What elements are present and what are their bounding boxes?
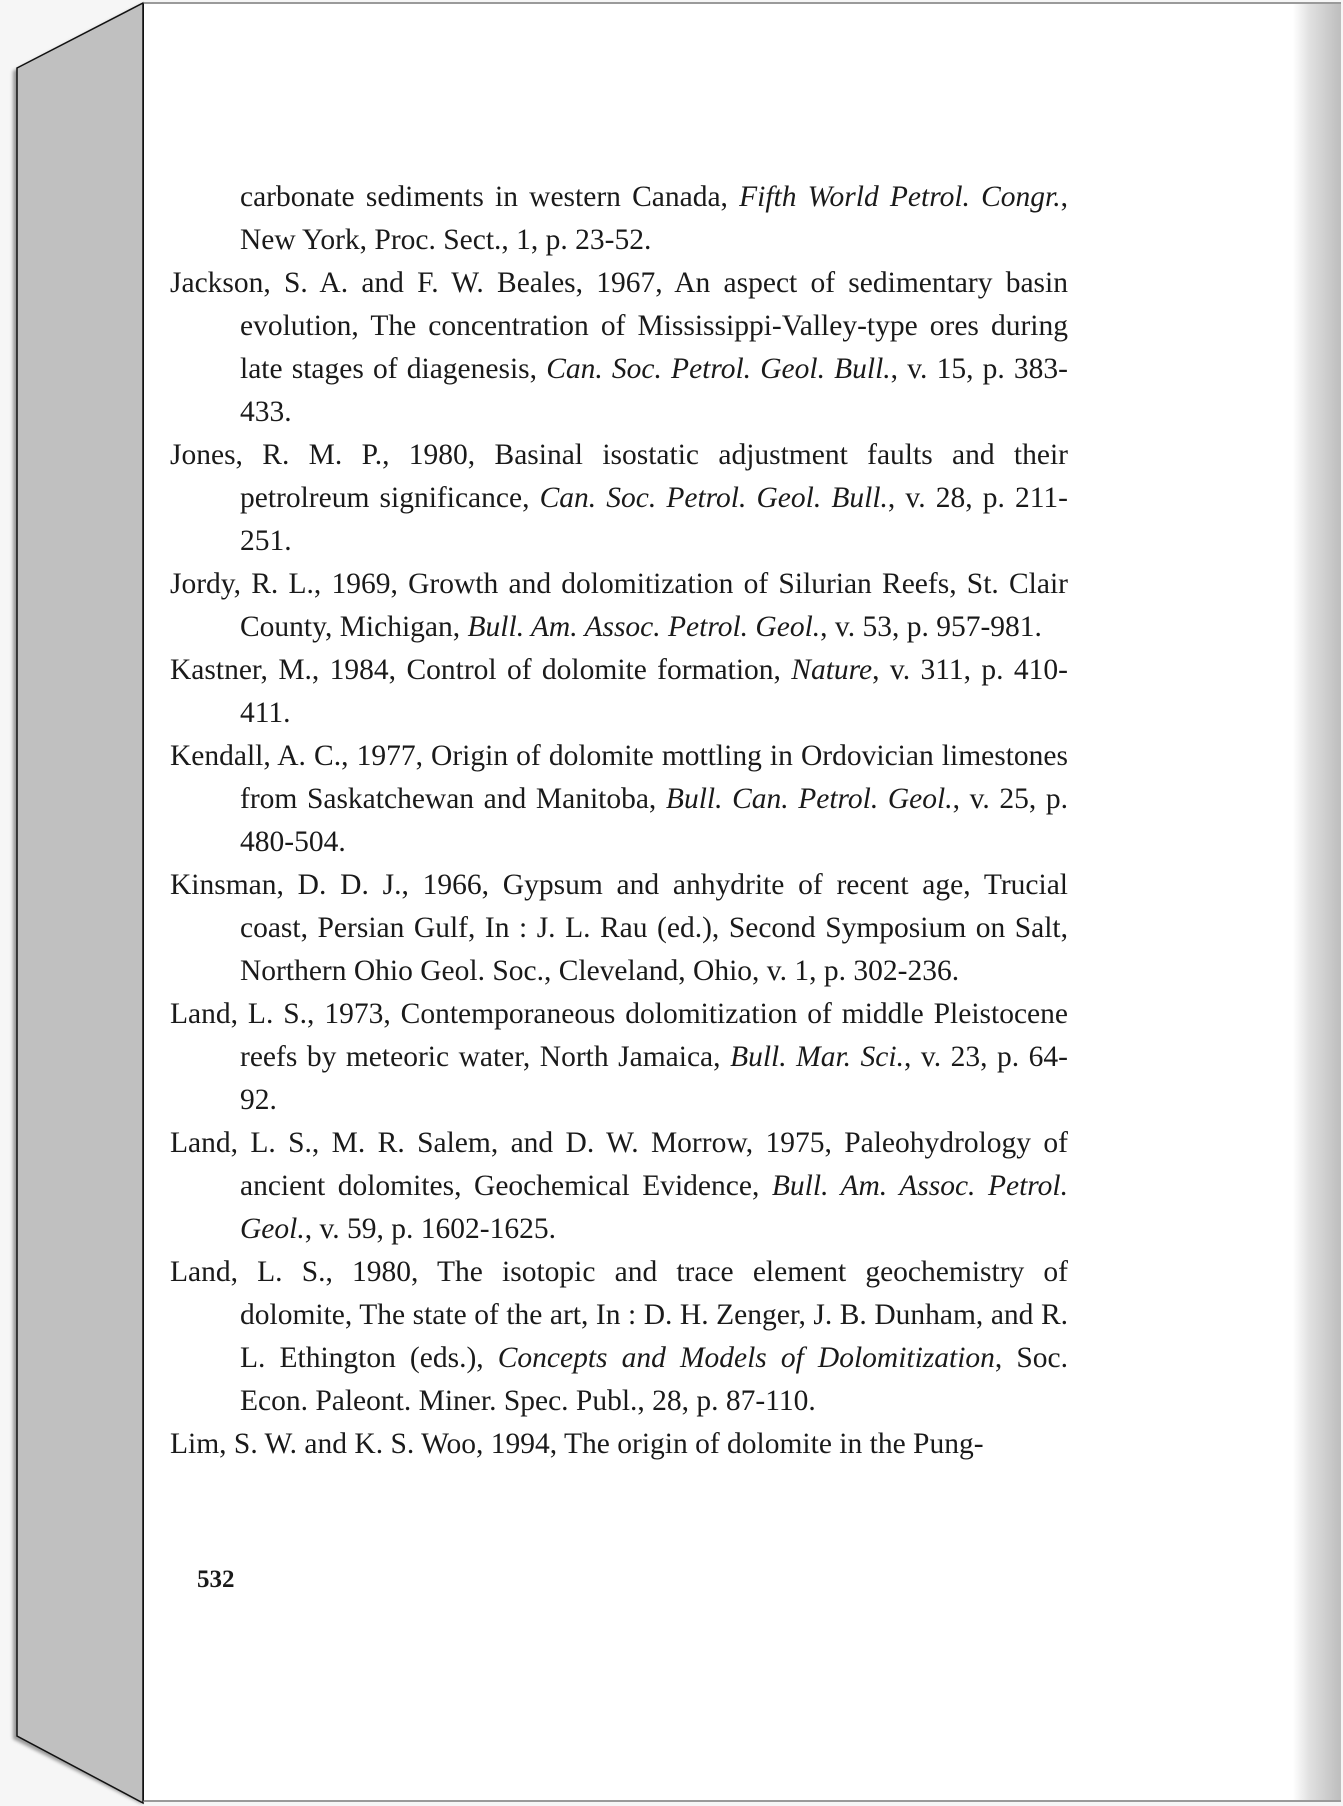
reference-entry [170, 1122, 1068, 1251]
reference-entry [170, 735, 1068, 864]
reference-entry [170, 649, 1068, 735]
reference-text: , New York, Proc. Sect., 1, p. 23-52. [240, 181, 1068, 256]
reference-text: Land, L. S., 1980, The isotopic and trace element geochemistry of dolomite, The state of the art, In : D. H. Zenger, J. B. Dunham, and R. L. Ethington (eds.), [170, 1256, 1068, 1374]
journal-title: Can. Soc. Petrol. Geol. Bull. [539, 482, 888, 514]
journal-title: Bull. Am. Assoc. Petrol. Geol. [467, 611, 821, 643]
reference-text: Lim, S. W. and K. S. Woo, 1994, The origin of dolomite in the Pung- [170, 1428, 984, 1460]
reference-text: , v. 23, p. 64-92. [240, 1041, 1068, 1116]
journal-title: Concepts and Models of Dolomitization [497, 1342, 995, 1374]
journal-title: Fifth World Petrol. Congr. [739, 181, 1061, 213]
journal-title: Nature [791, 654, 873, 686]
reference-entry [170, 864, 1068, 993]
reference-text: , v. 28, p. 211-251. [240, 482, 1068, 557]
journal-title: Bull. Can. Petrol. Geol. [665, 783, 953, 815]
reference-list [170, 176, 1068, 1466]
reference-text: Land, L. S., M. R. Salem, and D. W. Morrow, 1975, Paleohydrology of ancient dolomites, Geochemical Evidence, [170, 1127, 1068, 1202]
reference-text: , v. 25, p. 480-504. [240, 783, 1068, 858]
reference-text: , v. 53, p. 957-981. [820, 611, 1042, 643]
journal-title: Can. Soc. Petrol. Geol. Bull. [546, 353, 891, 385]
reference-text: , Soc. Econ. Paleont. Miner. Spec. Publ., 28, p. 87-110. [240, 1342, 1069, 1417]
reference-entry [170, 434, 1068, 563]
reference-entry [170, 1423, 1068, 1466]
reference-entry [170, 563, 1068, 649]
reference-entry [170, 262, 1068, 434]
reference-entry-continued [170, 176, 1068, 262]
journal-title: Bull. Mar. Sci. [730, 1041, 904, 1073]
reference-text: Land, L. S., 1973, Contemporaneous dolomitization of middle Pleistocene reefs by meteoric water, North Jamaica, [170, 998, 1068, 1073]
reference-text: , v. 15, p. 383-433. [240, 353, 1068, 428]
reference-text: Kendall, A. C., 1977, Origin of dolomite mottling in Ordovician limestones from Saskatchewan and Manitoba, [170, 740, 1068, 815]
reference-text: , v. 59, p. 1602-1625. [304, 1213, 557, 1245]
reference-text: Kastner, M., 1984, Control of dolomite formation, [170, 654, 792, 686]
reference-text: , v. 311, p. 410-411. [240, 654, 1068, 729]
journal-title: Bull. Am. Assoc. Petrol. Geol. [240, 1170, 1068, 1245]
reference-text: Jones, R. M. P., 1980, Basinal isostatic adjustment faults and their petrolreum significance, [170, 439, 1068, 514]
reference-entry [170, 1251, 1068, 1423]
book-spine [0, 0, 145, 1806]
reference-entry [170, 993, 1068, 1122]
reference-text: carbonate sediments in western Canada, [240, 181, 740, 213]
reference-text: Jackson, S. A. and F. W. Beales, 1967, An aspect of sedimentary basin evolution, The concentration of Mississippi-Valley-type ores during late stages of diagenesis, [170, 267, 1068, 385]
page-edge-shadow [1293, 4, 1341, 1800]
page-number: 532 [197, 1566, 235, 1593]
reference-text: Kinsman, D. D. J., 1966, Gypsum and anhydrite of recent age, Trucial coast, Persian Gulf, In : J. L. Rau (ed.), Second Symposium on Salt, Northern Ohio Geol. Soc., Cleveland, Ohio, v. 1, p. 302-236. [170, 869, 1068, 987]
reference-text: Jordy, R. L., 1969, Growth and dolomitization of Silurian Reefs, St. Clair County, Michigan, [170, 568, 1068, 643]
